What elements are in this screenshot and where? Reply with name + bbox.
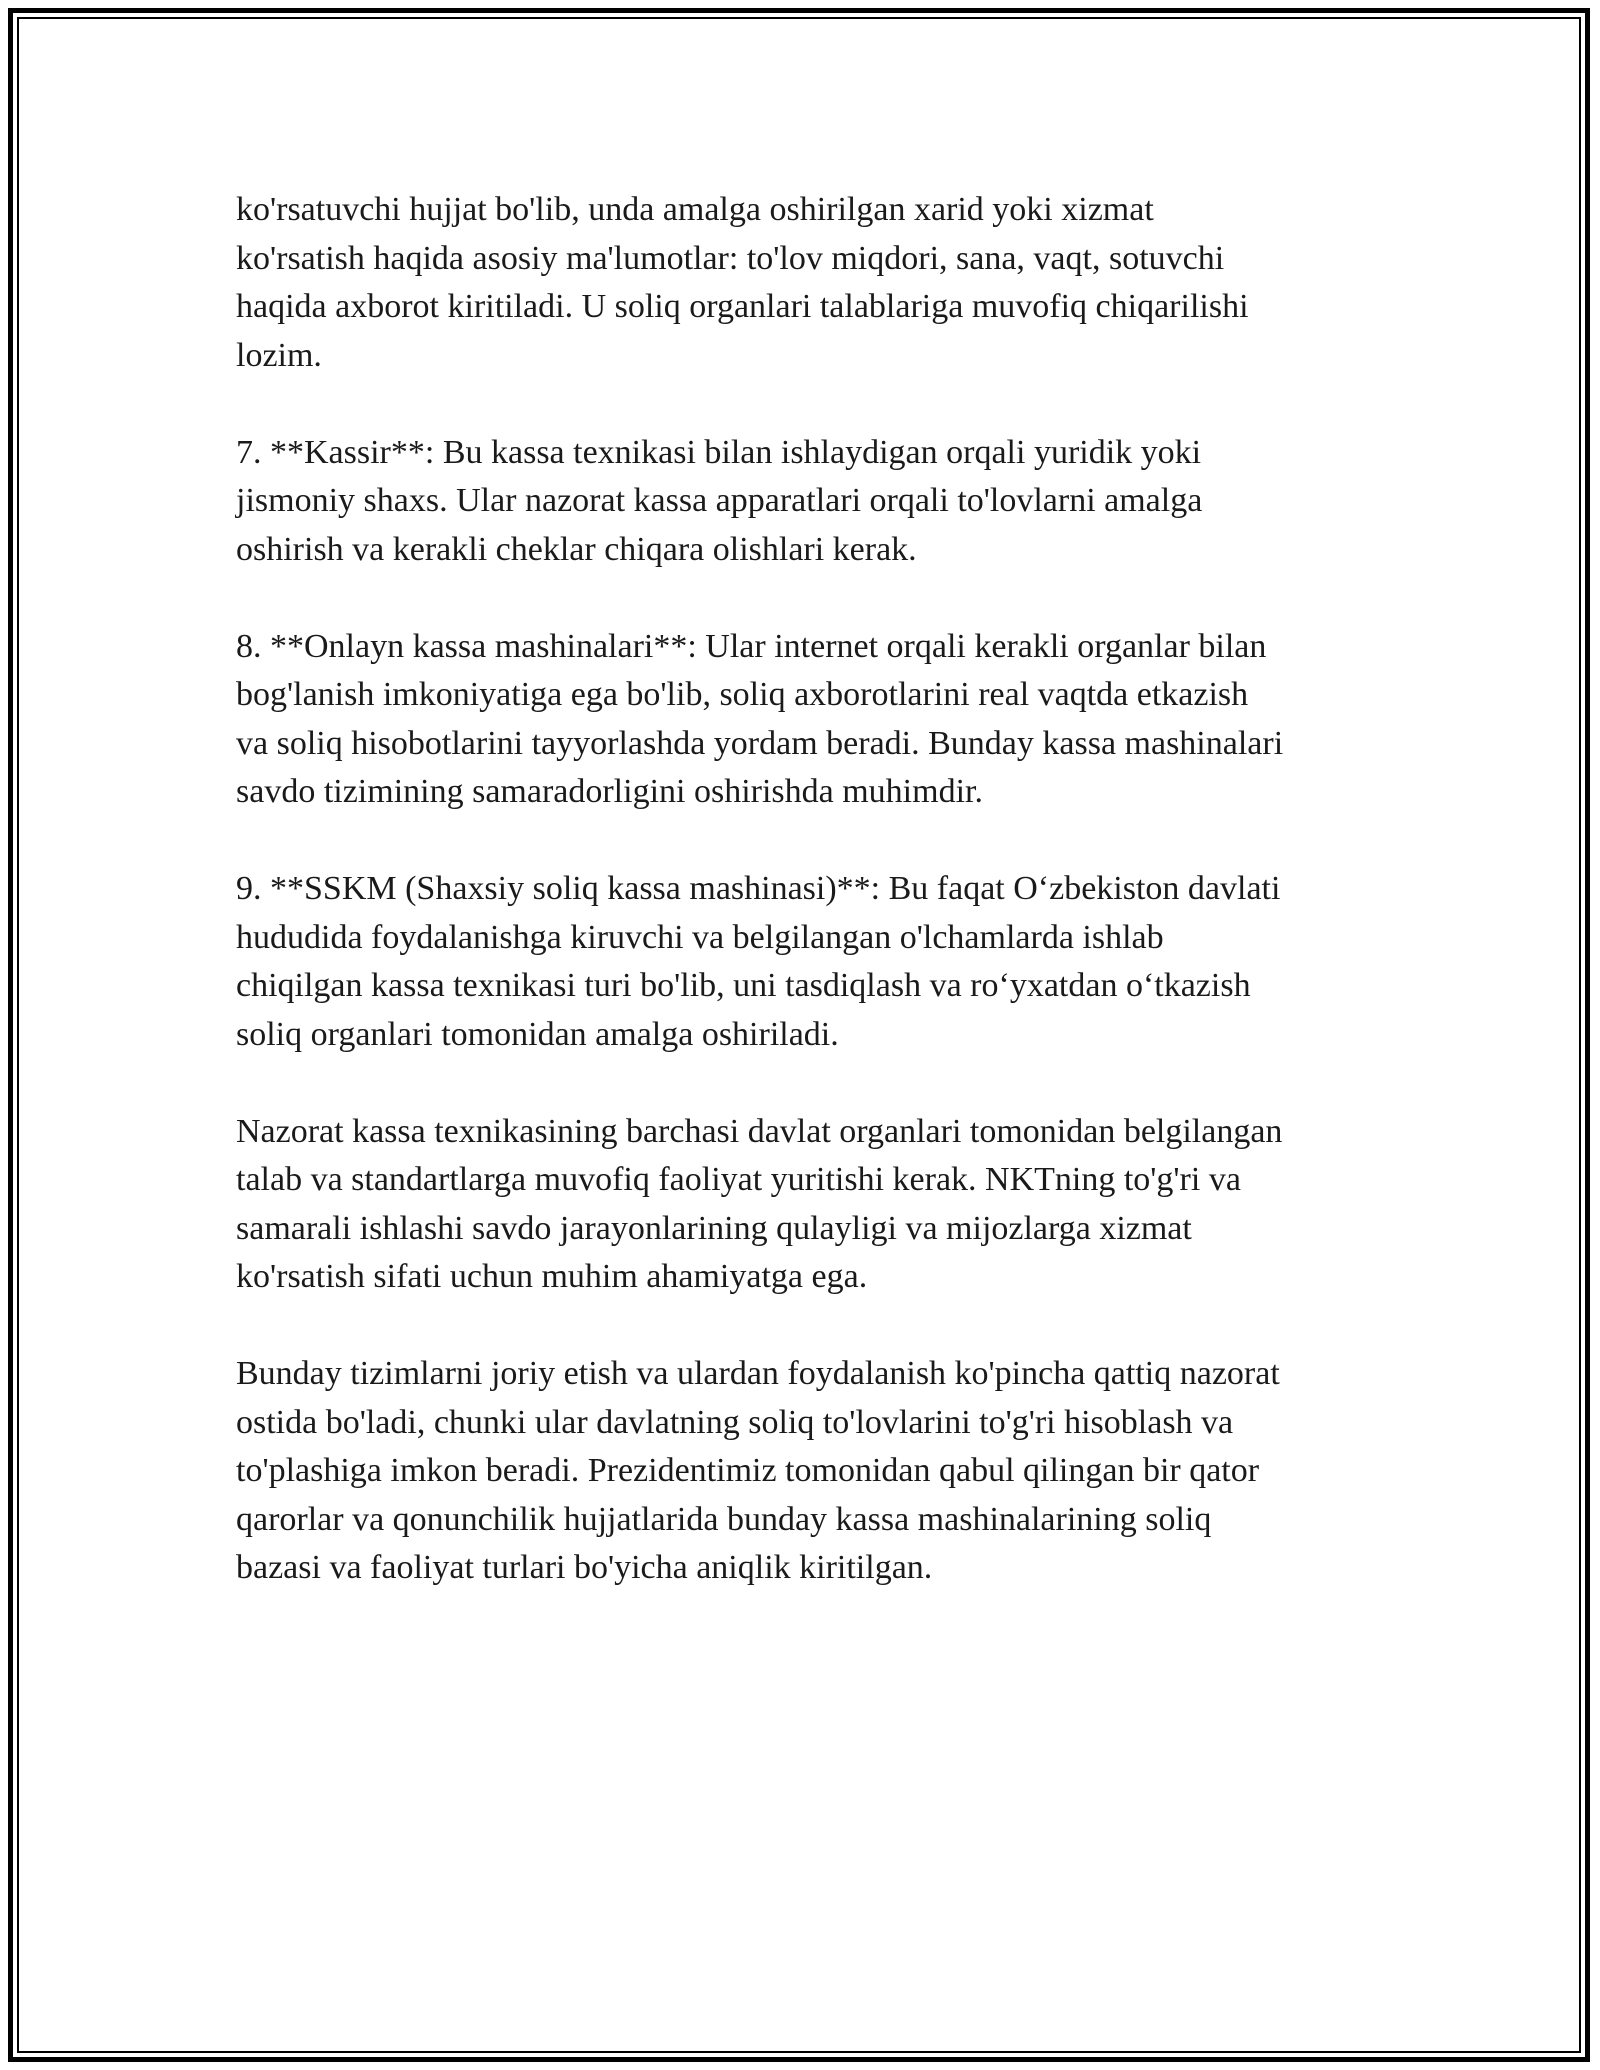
text-line: Bunday tizimlarni joriy etish va ulardan foydalanish ko'pincha qattiq nazorat xyxy=(236,1355,1280,1392)
text-line: to'plashiga imkon beradi. Prezidentimiz tomonidan qabul qilingan bir qator xyxy=(236,1452,1260,1489)
text-line: haqida axborot kiritiladi. U soliq organlari talablariga muvofiq chiqarilishi xyxy=(236,288,1249,325)
text-line: ko'rsatuvchi hujjat bo'lib, unda amalga oshirilgan xarid yoki xizmat xyxy=(236,191,1154,228)
text-line: hududida foydalanishga kiruvchi va belgilangan o'lchamlarda ishlab xyxy=(236,918,1164,956)
paragraph-item-7-kassir xyxy=(236,429,1386,575)
text-line: lozim. xyxy=(236,336,322,374)
text-line: ko'rsatish haqida asosiy ma'lumotlar: to'lov miqdori, sana, vaqt, sotuvchi xyxy=(236,239,1225,277)
paragraph-item-8-onlayn-kassa xyxy=(236,623,1386,817)
text-line: savdo tizimining samaradorligini oshirishda muhimdir. xyxy=(236,773,983,810)
paragraph-receipt-description xyxy=(236,186,1386,380)
text-line: 9. **SSKM (Shaxsiy soliq kassa mashinasi)**: Bu faqat O‘zbekiston davlati xyxy=(236,870,1281,907)
text-line: 8. **Onlayn kassa mashinalari**: Ular internet orqali kerakli organlar bilan xyxy=(236,627,1267,665)
text-line: soliq organlari tomonidan amalga oshiriladi. xyxy=(236,1015,839,1053)
paragraph-implementation-control xyxy=(236,1350,1386,1593)
text-line: samarali ishlashi savdo jarayonlarining qulayligi va mijozlarga xizmat xyxy=(236,1209,1192,1247)
text-line: 7. **Kassir**: Bu kassa texnikasi bilan ishlaydigan orqali yuridik yoki xyxy=(236,433,1202,471)
text-line: Nazorat kassa texnikasining barchasi davlat organlari tomonidan belgilangan xyxy=(236,1112,1283,1150)
text-line: oshirish va kerakli cheklar chiqara olishlari kerak. xyxy=(236,530,917,568)
paragraph-nkt-standards xyxy=(236,1108,1386,1302)
text-line: va soliq hisobotlarini tayyorlashda yordam beradi. Bunday kassa mashinalari xyxy=(236,724,1284,762)
text-line: chiqilgan kassa texnikasi turi bo'lib, uni tasdiqlash va ro‘yxatdan o‘tkazish xyxy=(236,967,1251,1004)
text-line: qarorlar va qonunchilik hujjatlarida bunday kassa mashinalarining soliq xyxy=(236,1500,1212,1538)
text-line: bazasi va faoliyat turlari bo'yicha aniqlik kiritilgan. xyxy=(236,1549,933,1586)
document-body xyxy=(236,186,1386,1641)
text-line: ko'rsatish sifati uchun muhim ahamiyatga ega. xyxy=(236,1258,868,1295)
text-line: jismoniy shaxs. Ular nazorat kassa apparatlari orqali to'lovlarni amalga xyxy=(236,482,1203,519)
text-line: ostida bo'ladi, chunki ular davlatning soliq to'lovlarini to'g'ri hisoblash va xyxy=(236,1403,1234,1441)
paragraph-item-9-sskm xyxy=(236,865,1386,1059)
text-line: talab va standartlarga muvofiq faoliyat yuritishi kerak. NKTning to'g'ri va xyxy=(236,1161,1241,1198)
text-line: bog'lanish imkoniyatiga ega bo'lib, soliq axborotlarini real vaqtda etkazish xyxy=(236,676,1249,713)
